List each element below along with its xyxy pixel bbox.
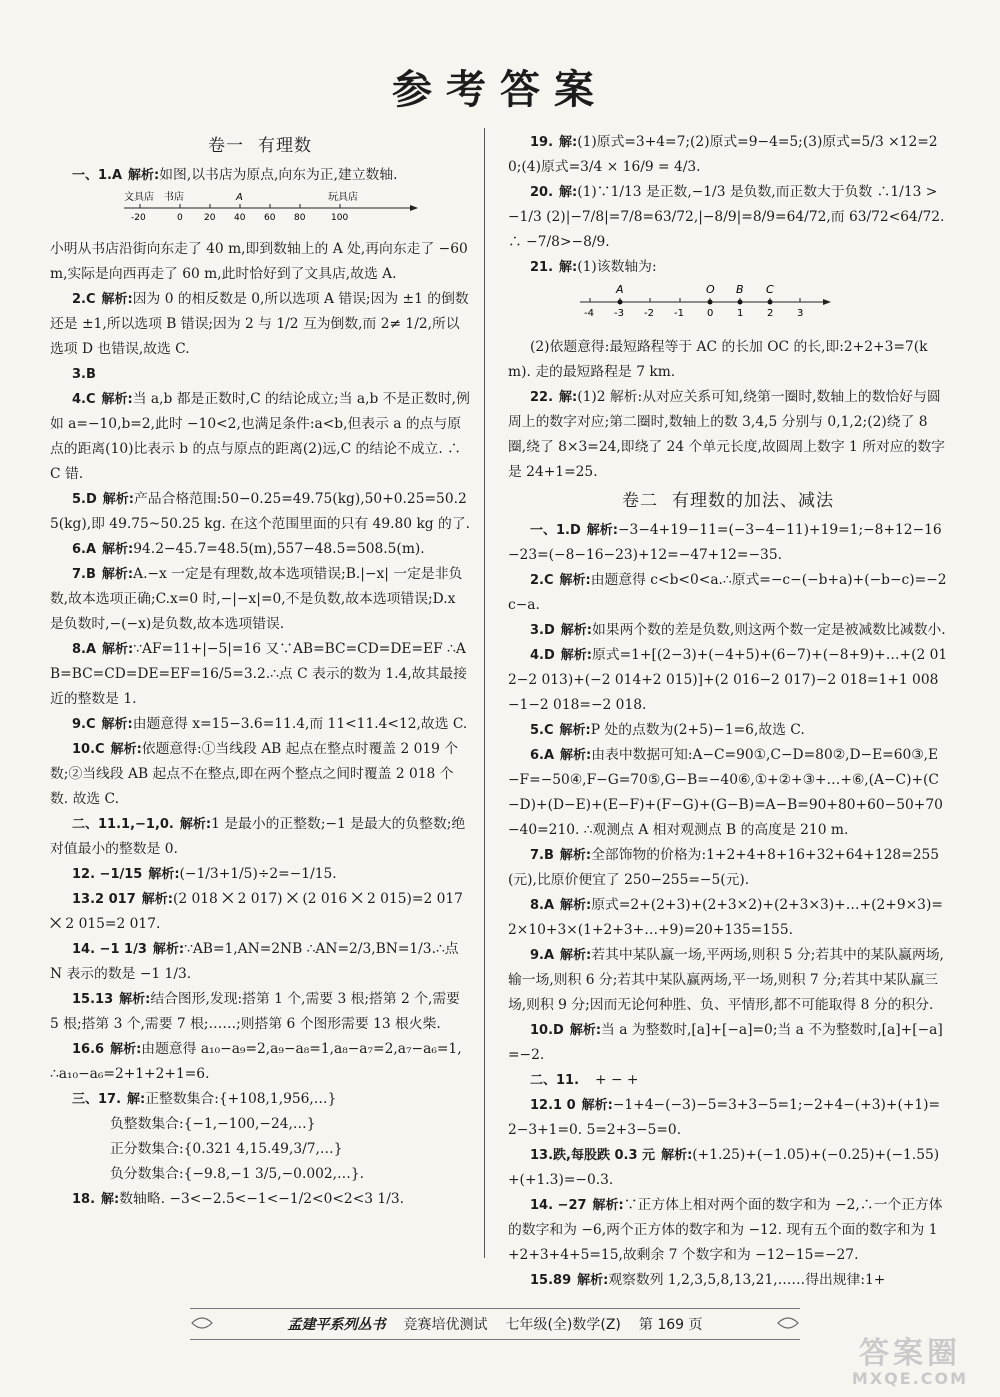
answer-item [50, 987, 470, 1037]
item-text: 观察数列 1,2,3,5,8,13,21,……得出规律:1+ [608, 1272, 886, 1288]
item-number: 8.A [530, 898, 555, 913]
item-text: ∵正方体上相对两个面的数字和为 −2,∴一个正方体的数字和为 −6,两个正方体的数字和为 −12. 现有五个面的数字和为 1+2+3+4+5=15,故剩余 7 个数字和为 −12−15=−27. [508, 1197, 943, 1263]
item-text: 正整数集合:{+108,1,956,…} [145, 1091, 337, 1107]
watermark [830, 1338, 990, 1390]
item-label: 解析: [586, 523, 618, 538]
answer-item [50, 537, 470, 562]
right-column [508, 130, 948, 1293]
answer-item [508, 335, 948, 385]
item-label: 解: [559, 135, 578, 150]
item-number: 二、11. [530, 1073, 580, 1088]
item-number: 15.13 [72, 992, 114, 1007]
item-number: 18. [72, 1192, 96, 1207]
item-text: 如果两个数的差是负数,则这两个数一定是被减数比减数小. [591, 622, 946, 638]
nl-tick-4: 60 [264, 213, 276, 223]
item-number: 20. [530, 185, 554, 200]
item-text: ∵AF=11+|−5|=16 又∵AB=BC=CD=DE=EF ∴AB=BC=CD=DE=EF=16/5=3.2.∴点 C 表示的数为 1.4,故其最接近的整数是 1. [50, 641, 467, 707]
item-label: 解: [127, 1092, 146, 1107]
item-text: 由题意得 c<b<0<a.∴原式=−c−(−b+a)+(−b−c)=−2c−a. [508, 572, 947, 613]
item-text: P 处的点数为(2+5)−1=6,故选 C. [590, 722, 805, 738]
item-text: 依题意得:①当线段 AB 起点在整点时覆盖 2 019 个数;②当线段 AB 起点不在整点,即在两个整点之间时覆盖 2 018 个数. 故选 C. [50, 741, 459, 807]
answer-item [50, 862, 470, 887]
answer-item [50, 812, 470, 862]
answer-item [50, 712, 470, 737]
section-id: 卷二 [622, 491, 658, 511]
answer-item [50, 887, 470, 937]
answer-item [50, 1137, 470, 1162]
answer-item [508, 385, 948, 485]
item-label: 解析: [110, 742, 142, 757]
item-number: 3.D [530, 623, 555, 638]
item-text: −1+4−(−3)−5=3+3−5=1;−2+4−(+3)+(+1)=2−3+1=0. 5=2+3−5=0. [508, 1097, 941, 1138]
item-label: 解析: [101, 567, 134, 582]
section-title-2 [508, 489, 948, 514]
answer-item [508, 1193, 948, 1268]
nl-top-label-1: 书店 [164, 192, 184, 203]
item-text: 94.2−45.7=48.5(m),557−48.5=508.5(m). [133, 541, 425, 557]
answer-item [50, 1087, 470, 1112]
answer-item [50, 387, 470, 487]
answer-item [508, 1093, 948, 1143]
answer-item [508, 643, 948, 718]
item-label: 解析: [577, 1273, 609, 1288]
item-text: 产品合格范围:50−0.25=49.75(kg),50+0.25=50.25(kg),即 49.75~50.25 kg. 在这个范围里面的只有 49.80 kg 的了. [50, 491, 471, 532]
answer-item [508, 618, 948, 643]
item-number: 10.D [530, 1023, 564, 1038]
item-text: 全部饰物的价格为:1+2+4+8+16+32+64+128=255(元),比原价便宜了 250−255=−5(元). [508, 847, 940, 888]
item-number: 7.B [530, 848, 554, 863]
item-label: 解析: [560, 948, 592, 963]
item-number: 13.2 017 [72, 892, 136, 907]
nl-tick-1: 0 [177, 213, 183, 223]
item-label: 解析: [569, 1023, 602, 1038]
number-line-points [578, 282, 948, 331]
item-text: (1)∵1/13 是正数,−1/3 是负数,而正数大于负数 ∴1/13 >−1/3 (2)|−7/8|=7/8=63/72,|−8/9|=8/9=64/72,而 63/72<64/72.∴ −7/8>−8/9. [508, 184, 945, 250]
item-text: (2 018 ⨉ 2 017) ⨉ (2 016 ⨉ 2 015)=2 017 ⨉ 2 015=2 017. [50, 891, 463, 932]
answer-item [50, 487, 470, 537]
item-text: 如图,以书店为原点,向东为正,建立数轴. [159, 167, 398, 183]
item-number: 2.C [72, 292, 96, 307]
item-label: 解析: [592, 1198, 624, 1213]
footer-series: 孟建平系列丛书 [287, 1317, 386, 1333]
item-label: 解析: [560, 623, 592, 638]
item-text: 原式=2+(2+3)+(2+3×2)+(2+3×3)+…+(2+9×3)=2×10+3×(1+2+3+…+9)=20+135=155. [508, 897, 943, 938]
item-number: 9.A [530, 948, 555, 963]
answer-item [50, 1187, 470, 1212]
answer-item [508, 255, 948, 280]
item-number: 三、17. [72, 1092, 122, 1107]
answer-item [50, 937, 470, 987]
nl2-tick-0: -4 [584, 308, 594, 319]
item-text: ∵AB=1,AN=2NB ∴AN=2/3,BN=1/3.∴点 N 表示的数是 −1 1/3. [50, 941, 459, 982]
nl-tick-2: 20 [204, 213, 216, 223]
item-label: 解析: [179, 817, 212, 832]
item-label: 解析: [101, 292, 133, 307]
item-label: 解析: [581, 1098, 613, 1113]
nl2-tick-6: 2 [767, 308, 774, 319]
item-text: 当 a,b 都是正数时,C 的结论成立;当 a,b 不是正数时,例如 a=−10,b=2,此时 −10<2,也满足条件:a<b,但表示 a 的点与原点的距离(10)比表示 b 的点与原点的距离(2)远,C 的结论不成立. ∴C 错. [50, 391, 470, 482]
number-line-store [120, 190, 470, 233]
nl2-tick-4: 0 [707, 308, 714, 319]
nl2-tick-5: 1 [737, 308, 744, 319]
answer-item [508, 843, 948, 893]
nl-tick-6: 100 [331, 213, 349, 223]
item-text: (1)2 解析:从对应关系可知,绕第一圈时,数轴上的数恰好与圆周上的数字对应;第二圈时,数轴上的数 3,4,5 分别与 0,1,2;(2)绕了 8 圈,绕了 8×3=24,即绕了 24 个单元长度,故圆周上数字 1 所对应的数字是 24+1=25. [508, 389, 945, 480]
item-number: 5.C [530, 723, 554, 738]
item-label: 解析: [102, 542, 134, 557]
item-label: 解析: [102, 642, 134, 657]
item-number: 10.C [72, 742, 105, 757]
answer-item [50, 287, 470, 362]
item-text: 正分数集合:{0.321 4,15.49,3/7,…} [110, 1141, 343, 1157]
answer-item [508, 568, 948, 618]
item-text: 当 a 为整数时,[a]+[−a]=0;当 a 不为整数时,[a]+[−a]=−2. [508, 1022, 943, 1063]
item-text: (−1/3+1/5)÷2=−1/15. [179, 866, 337, 882]
answer-item [50, 1112, 470, 1137]
nl2-tick-1: -3 [614, 308, 624, 319]
item-text: 原式=1+[(2−3)+(−4+5)+(6−7)+(−8+9)+…+(2 012−2 013)+(−2 014+2 015)]+(2 016−2 017)−2 018=1+1 008−1−2 018=−2 018. [508, 647, 948, 713]
item-number: 12.1 0 [530, 1098, 576, 1113]
section-id: 卷一 [208, 136, 244, 156]
footer-page: 第 169 页 [638, 1317, 703, 1333]
item-label: 解析: [152, 942, 185, 957]
answer-item [508, 718, 948, 743]
section-name: 有理数 [258, 136, 312, 156]
nl2-point-A: A [616, 283, 624, 296]
item-label: 解析: [559, 573, 591, 588]
item-text: −3−4+19−11=(−3−4−11)+19=1;−8+12−16−23=(−8−16−23)+12=−47+12=−35. [508, 522, 942, 563]
item-label: 解: [559, 390, 578, 405]
item-number: 22. [530, 390, 554, 405]
item-number: 15.89 [530, 1273, 572, 1288]
item-label: 解: [559, 185, 578, 200]
nl-top-label-0: 文具店 [124, 192, 154, 203]
item-number: 4.C [72, 392, 96, 407]
answer-item [508, 1018, 948, 1068]
answer-item [50, 1162, 470, 1187]
item-number: 19. [530, 135, 554, 150]
answer-item [508, 518, 948, 568]
nl2-point-C: C [766, 283, 774, 296]
answer-item [50, 163, 470, 188]
nl-tick-0: -20 [131, 213, 146, 223]
item-label: 解: [559, 260, 578, 275]
nl2-tick-3: -1 [674, 308, 684, 319]
item-number: 21. [530, 260, 554, 275]
nl2-tick-2: -2 [644, 308, 654, 319]
answer-item [508, 1143, 948, 1193]
item-number: 9.C [72, 717, 96, 732]
answer-item [508, 743, 948, 843]
item-number: 5.D [72, 492, 97, 507]
item-number: 一、1.A [72, 168, 123, 183]
answer-item [508, 130, 948, 180]
item-number: 二、11.1,−1,0. [72, 817, 174, 832]
item-text: 数轴略. −3<−2.5<−1<−1/2<0<2<3 1/3. [119, 1191, 405, 1207]
item-label: 解析: [101, 392, 133, 407]
item-number: 13.跌,每股跌 0.3 元 [530, 1148, 656, 1163]
item-text: (1)该数轴为: [577, 259, 657, 275]
item-text: 1 是最小的正整数;−1 是最大的负整数;绝对值最小的整数是 0. [50, 816, 466, 857]
page-title: 参考答案 [392, 67, 608, 113]
item-label: 解析: [559, 848, 592, 863]
item-label: 解: [101, 1192, 120, 1207]
item-label: 解析: [101, 717, 133, 732]
item-label: 解析: [102, 492, 134, 507]
answer-item [508, 893, 948, 943]
item-label: 解析: [110, 1042, 142, 1057]
answer-item [50, 362, 470, 387]
footer-book: 竞赛培优测试 [403, 1317, 488, 1333]
item-text: + − + [595, 1072, 639, 1088]
item-label: 解析: [661, 1148, 693, 1163]
item-text: 由题意得 x=15−3.6=11.4,而 11<11.4<12,故选 C. [132, 716, 468, 732]
item-number: 16.6 [72, 1042, 105, 1057]
page-footer [190, 1308, 800, 1340]
answer-item [508, 1068, 948, 1093]
item-text: 因为 0 的相反数是 0,所以选项 A 错误;因为 ±1 的倒数还是 ±1,所以选项 B 错误;因为 2 与 1/2 互为倒数,而 2≠ 1/2,所以选项 D 也错误,故选 C. [50, 291, 469, 357]
item-number: 2.C [530, 573, 554, 588]
item-number: 12. −1/15 [72, 867, 143, 882]
nl-tick-3: 40 [234, 213, 246, 223]
answer-item [508, 180, 948, 255]
nl-tick-5: 80 [294, 213, 306, 223]
answer-item [50, 1037, 470, 1087]
item-number: 4.D [530, 648, 555, 663]
footer-grade: 七年级(全)数学(Z) [505, 1317, 621, 1333]
item-label: 解析: [148, 867, 180, 882]
item-label: 解析: [559, 723, 591, 738]
answer-item [50, 737, 470, 812]
item-number: 14. −27 [530, 1198, 587, 1213]
item-label: 解析: [560, 748, 592, 763]
item-label: 解析: [128, 168, 160, 183]
section-title-1 [50, 134, 470, 159]
item-label: 解析: [141, 892, 173, 907]
item-text: 若其中某队赢一场,平两场,则积 5 分;若其中的某队赢两场,输一场,则积 6 分;若其中某队赢两场,平一场,则积 7 分;若其中某队赢三场,则积 9 分;因而无论何种胜、负、平情形,都不可能取得 8 分的积分. [508, 947, 944, 1013]
column-divider [484, 128, 485, 1258]
item-text: (2)依题意得:最短路程等于 AC 的长加 OC 的长,即:2+2+3=7(km). 走的最短路程是 7 km. [508, 339, 928, 380]
nl-top-label-3: 玩具店 [328, 192, 358, 203]
watermark-url: MXQE.COM [851, 1369, 969, 1388]
item-number: 7.B [72, 567, 96, 582]
nl2-point-B: B [736, 283, 744, 296]
item-text: 负分数集合:{−9.8,−1 3/5,−0.002,…}. [110, 1166, 365, 1182]
item-text: 由表中数据可知:A−C=90①,C−D=80②,D−E=60③,E−F=−50④,F−G=70⑤,G−B=−40⑥,①+②+③+…+⑥,(A−C)+(C−D)+(D−E)+(E−F)+(F−G)+(G−B)=A−B=90+80+60−50+70−40=210. ∴观测点 A 相对观测点 B 的高度是 210 m. [508, 747, 943, 838]
item-number: 6.A [530, 748, 555, 763]
item-text: (1)原式=3+4=7;(2)原式=9−4=5;(3)原式=5/3 ×12=20;(4)原式=3/4 × 16/9 = 4/3. [508, 134, 938, 175]
nl2-point-O: O [706, 283, 715, 296]
item-number: 一、1.D [530, 523, 581, 538]
item-text: 结合图形,发现:搭第 1 个,需要 3 根;搭第 2 个,需要 5 根;搭第 3 个,需要 7 根;……;则搭第 6 个图形需要 13 根火柴. [50, 991, 460, 1032]
item-text: 负整数集合:{−1,−100,−24,…} [110, 1116, 316, 1132]
nl2-tick-7: 3 [797, 308, 804, 319]
item-number: 14. −1 1/3 [72, 942, 147, 957]
answer-item [50, 637, 470, 712]
item-text: A.−x 一定是有理数,故本选项错误;B.|−x| 一定是非负数,故本选项正确;C.x=0 时,−|−x|=0,不是负数,故本选项错误;D.x 是负数时,−(−x)是负数,故本选项错误. [50, 566, 463, 632]
right-ornament-icon [776, 1313, 800, 1333]
item-text: (+1.25)+(−1.05)+(−0.25)+(−1.55)+(+1.3)=−0.3. [508, 1147, 940, 1188]
answer-item [508, 943, 948, 1018]
item-label: 解析: [560, 648, 592, 663]
watermark-logo: 答案圈 [859, 1336, 961, 1371]
left-column [50, 130, 470, 1212]
item-text: 小明从书店沿街向东走了 40 m,即到数轴上的 A 处,再向东走了 −60 m,实际是向西再走了 60 m,此时恰好到了文具店,故选 A. [50, 241, 468, 282]
item-number: 3.B [72, 367, 96, 382]
answer-item [508, 1268, 948, 1293]
item-number: 6.A [72, 542, 97, 557]
item-number: 8.A [72, 642, 97, 657]
section-name: 有理数的加法、减法 [672, 491, 834, 511]
nl-top-label-2: A [236, 192, 243, 203]
item-label: 解析: [560, 898, 592, 913]
item-label: 解析: [119, 992, 151, 1007]
item-text: 由题意得 a₁₀−a₉=2,a₉−a₈=1,a₈−a₇=2,a₇−a₆=1,∴a₁₀−a₆=2+1+2+1=6. [50, 1041, 462, 1082]
answer-item [50, 237, 470, 287]
answer-item [50, 562, 470, 637]
